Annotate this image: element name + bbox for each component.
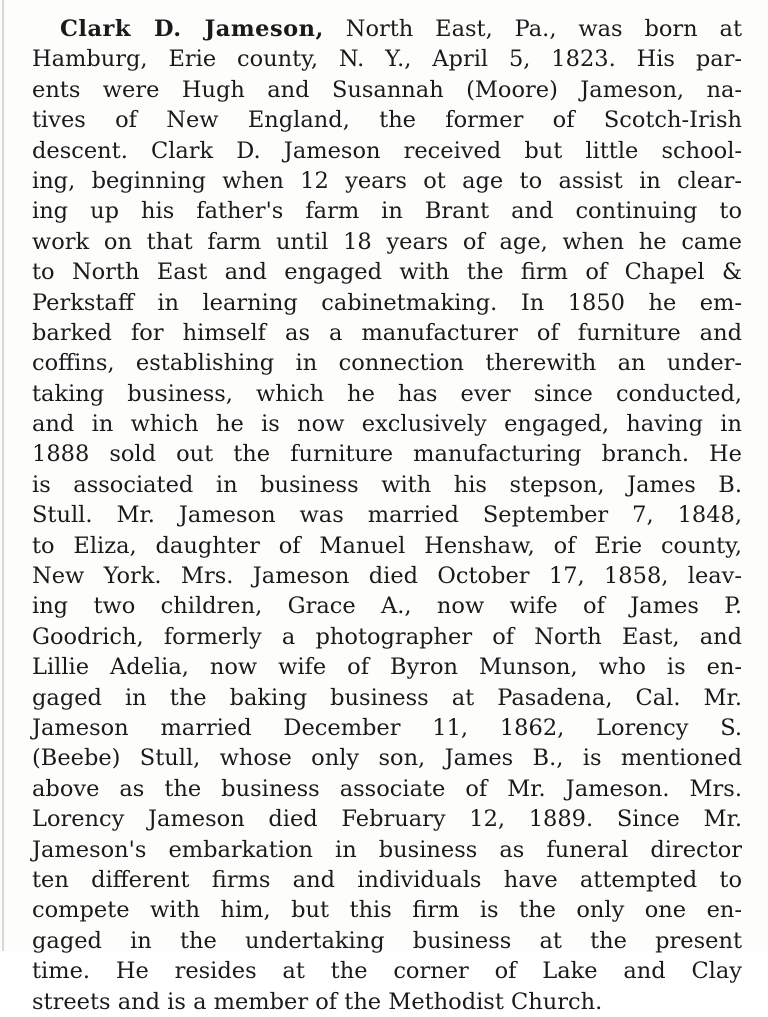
text-line-10: Perkstaff in learning cabinetmaking. In 1850 he em- bbox=[32, 289, 742, 316]
text-line-27: Lorency Jameson died February 12, 1889. Since Mr. bbox=[32, 806, 742, 833]
text-line-32: time. He resides at the corner of Lake and Clay bbox=[32, 958, 742, 985]
page-edge bbox=[2, 0, 4, 951]
text-line-9: to North East and engaged with the firm of Chapel & bbox=[32, 259, 742, 286]
text-line-19: New York. Mrs. Jameson died October 17, 1858, leav- bbox=[32, 563, 742, 590]
text-line-2: Hamburg, Erie county, N. Y., April 5, 1823. His par- bbox=[32, 46, 742, 73]
text-line-20: ing two children, Grace A., now wife of James P. bbox=[32, 593, 742, 620]
text-line-7: ing up his father's farm in Brant and continuing to bbox=[32, 198, 742, 225]
subject-name: Clark D. Jameson, bbox=[60, 16, 324, 42]
text-line-6: ing, beginning when 12 years ot age to assist in clear- bbox=[32, 167, 742, 194]
text-line-14: and in which he is now exclusively engaged, having in bbox=[32, 411, 742, 438]
text-line-1: Clark D. Jameson, North East, Pa., was born at bbox=[60, 16, 743, 42]
text-line-26: above as the business associate of Mr. Jameson. Mrs. bbox=[32, 775, 742, 802]
text-line-31: gaged in the undertaking business at the present bbox=[32, 927, 742, 954]
text-line-23: gaged in the baking business at Pasadena, Cal. Mr. bbox=[32, 684, 742, 711]
text-line-5: descent. Clark D. Jameson received but little school- bbox=[32, 137, 742, 164]
text-line-3: ents were Hugh and Susannah (Moore) Jameson, na- bbox=[32, 76, 742, 103]
text-line-4: tives of New England, the former of Scotch-Irish bbox=[32, 107, 742, 134]
text-line-8: work on that farm until 18 years of age, when he came bbox=[32, 228, 742, 255]
biography-paragraph bbox=[32, 14, 742, 1017]
text-line-13: taking business, which he has ever since conducted, bbox=[32, 380, 742, 407]
text-line-29: ten different firms and individuals have attempted to bbox=[32, 866, 742, 893]
text-line-18: to Eliza, daughter of Manuel Henshaw, of Erie county, bbox=[32, 532, 742, 559]
text-line-28: Jameson's embarkation in business as funeral director bbox=[32, 836, 742, 863]
text-line-17: Stull. Mr. Jameson was married September 7, 1848, bbox=[32, 502, 742, 529]
text-line-15: 1888 sold out the furniture manufacturing branch. He bbox=[32, 441, 742, 468]
text-line-30: compete with him, but this firm is the only one en- bbox=[32, 897, 742, 924]
text-line-16: is associated in business with his stepson, James B. bbox=[32, 471, 742, 498]
text-line-12: coffins, establishing in connection therewith an under- bbox=[32, 350, 742, 377]
text-line-11: barked for himself as a manufacturer of furniture and bbox=[32, 319, 742, 346]
text-line-22: Lillie Adelia, now wife of Byron Munson, who is en- bbox=[32, 654, 742, 681]
text-line-33: streets and is a member of the Methodist Church. bbox=[32, 988, 603, 1015]
text-line-21: Goodrich, formerly a photographer of North East, and bbox=[32, 623, 742, 650]
text-line-25: (Beebe) Stull, whose only son, James B., is mentioned bbox=[32, 745, 742, 772]
text-line-24: Jameson married December 11, 1862, Lorency S. bbox=[32, 714, 742, 741]
